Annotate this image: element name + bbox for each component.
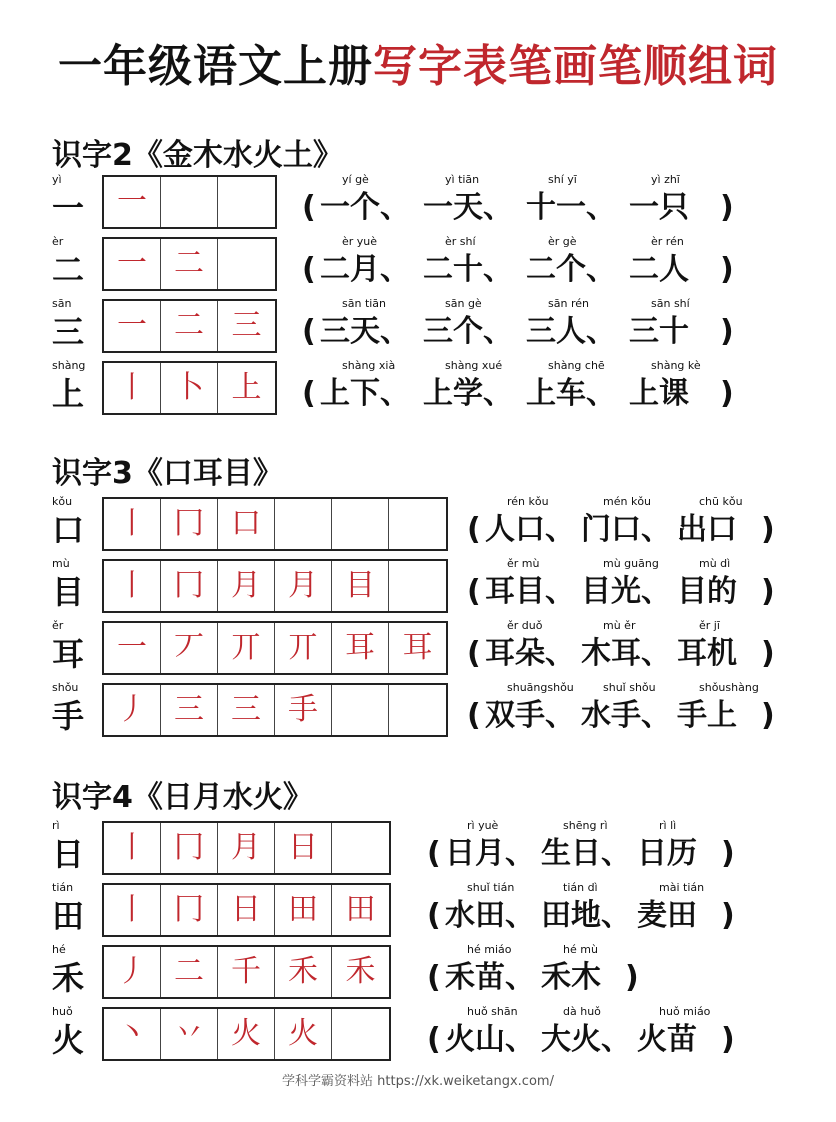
open-paren: ( [467, 636, 481, 671]
stroke-step: 冂 [174, 830, 204, 865]
stroke-step: 禾 [345, 954, 376, 989]
open-paren: ( [427, 898, 441, 933]
word-pinyin: hé miáo [467, 943, 512, 956]
stroke-step: 一 [117, 630, 147, 665]
stroke-step-cell [389, 623, 446, 673]
word-pinyin: shàng xué [445, 359, 503, 372]
char-glyph: 口 [52, 511, 85, 549]
stroke-step: 丨 [117, 892, 147, 927]
word-pinyin: sān rén [548, 297, 589, 310]
stroke-step-cell [389, 499, 446, 549]
word-text: 日月、 [445, 836, 535, 871]
character [52, 821, 92, 877]
char-row [52, 945, 812, 1001]
word-text: 上下、 [320, 376, 410, 411]
open-paren: ( [467, 512, 481, 547]
char-glyph: 一 [52, 189, 85, 227]
char-row [52, 361, 812, 417]
char-row [52, 237, 812, 293]
open-paren: ( [302, 376, 316, 411]
char-row [52, 497, 812, 553]
word-pinyin: shàng kè [651, 359, 701, 372]
stroke-step-cell [161, 1009, 218, 1059]
word-text: 目光、 [581, 574, 671, 609]
section-title: 识字4《日月水火》 [52, 780, 313, 815]
word-pinyin: èr rén [651, 235, 684, 248]
stroke-step: 丨 [117, 370, 147, 405]
stroke-step-cell [218, 823, 275, 873]
open-paren: ( [302, 190, 316, 225]
character [52, 1007, 92, 1063]
stroke-step-cell [332, 885, 389, 935]
stroke-step-cell [218, 885, 275, 935]
stroke-step-cell [104, 947, 161, 997]
close-paren: ) [761, 574, 775, 609]
stroke-step-cell [161, 885, 218, 935]
char-glyph: 上 [52, 375, 85, 413]
char-pinyin: ěr [52, 619, 64, 632]
char-pinyin: èr [52, 235, 64, 248]
stroke-step-cell [104, 301, 161, 351]
stroke-step: 上 [231, 370, 262, 405]
stroke-step: 田 [288, 892, 318, 927]
stroke-step-cell [161, 823, 218, 873]
char-glyph: 手 [52, 697, 85, 735]
word-pinyin: mén kǒu [603, 495, 652, 508]
char-glyph: 耳 [52, 635, 85, 673]
stroke-step-cell [161, 239, 218, 289]
stroke-step-cell [218, 947, 275, 997]
stroke-step: 一 [117, 246, 147, 281]
close-paren: ) [625, 960, 639, 995]
open-paren: ( [302, 314, 316, 349]
stroke-step-cell [104, 363, 161, 413]
word-pinyin: rì yuè [467, 819, 499, 832]
word-text: 上车、 [526, 376, 616, 411]
close-paren: ) [720, 190, 734, 225]
stroke-step: 一 [117, 184, 147, 219]
stroke-step-cell [332, 823, 389, 873]
word-pinyin: yí gè [342, 173, 369, 186]
stroke-step: 日 [288, 830, 318, 865]
char-row [52, 559, 812, 615]
char-row [52, 621, 812, 677]
title-black: 一年级语文上册 [58, 41, 373, 92]
stroke-step: 火 [288, 1016, 318, 1051]
stroke-step: 月 [288, 568, 318, 603]
word-pinyin: shí yī [548, 173, 577, 186]
word-pinyin: sān shí [651, 297, 690, 310]
stroke-step: 耳 [402, 630, 433, 665]
char-pinyin: yì [52, 173, 62, 186]
character [52, 683, 92, 739]
stroke-step: 三 [174, 692, 204, 727]
word-text: 水田、 [445, 898, 535, 933]
word-pinyin: shàng xià [342, 359, 396, 372]
stroke-step-cell [161, 947, 218, 997]
word-text: 田地、 [541, 898, 631, 933]
stroke-step: 火 [231, 1016, 261, 1051]
word-pinyin: hé mù [563, 943, 598, 956]
close-paren: ) [761, 636, 775, 671]
word-pinyin: mài tián [659, 881, 705, 894]
stroke-step-cell [161, 177, 218, 227]
word-text: 二人 [629, 252, 689, 287]
character [52, 883, 92, 939]
close-paren: ) [720, 252, 734, 287]
stroke-step: 耳 [345, 630, 375, 665]
stroke-step: 冂 [174, 506, 204, 541]
stroke-step-cell [389, 685, 446, 735]
close-paren: ) [720, 376, 734, 411]
character [52, 559, 92, 615]
word-text: 火山、 [445, 1022, 535, 1057]
word-pinyin: dà huǒ [563, 1005, 601, 1018]
char-glyph: 三 [52, 313, 85, 351]
stroke-step-cell [275, 947, 332, 997]
stroke-step-cell [104, 239, 161, 289]
char-glyph: 禾 [52, 959, 85, 997]
stroke-order-grid [102, 237, 277, 291]
word-pinyin: shēng rì [563, 819, 608, 832]
title-red: 写字表笔画笔顺组词 [373, 41, 778, 92]
char-pinyin: hé [52, 943, 66, 956]
word-pinyin: mù ěr [603, 619, 636, 632]
stroke-step-cell [332, 561, 389, 611]
word-pinyin: èr yuè [342, 235, 378, 248]
word-pinyin: yì zhī [651, 173, 680, 186]
stroke-order-grid [102, 1007, 391, 1061]
open-paren: ( [467, 574, 481, 609]
word-text: 耳机 [677, 636, 737, 671]
stroke-step-cell [104, 1009, 161, 1059]
stroke-step: 目 [345, 568, 375, 603]
character [52, 299, 92, 355]
word-text: 耳目、 [485, 574, 575, 609]
stroke-step: 冂 [174, 892, 204, 927]
character [52, 175, 92, 231]
word-text: 禾苗、 [445, 960, 535, 995]
word-text: 火苗 [637, 1022, 697, 1057]
stroke-step: 丨 [117, 506, 147, 541]
word-text: 禾木 [541, 960, 601, 995]
char-pinyin: sān [52, 297, 72, 310]
word-text: 二月、 [320, 252, 410, 287]
stroke-step-cell [332, 1009, 389, 1059]
stroke-order-grid [102, 299, 277, 353]
word-pinyin: rì lì [659, 819, 677, 832]
character [52, 945, 92, 1001]
word-text: 上课 [629, 376, 689, 411]
footer-watermark: 学科学霸资料站 https://xk.weiketangx.com/ [282, 1074, 554, 1089]
close-paren: ) [720, 314, 734, 349]
stroke-step-cell [104, 823, 161, 873]
stroke-step-cell [275, 885, 332, 935]
stroke-step-cell [218, 177, 275, 227]
word-text: 三十 [629, 314, 689, 349]
char-glyph: 火 [52, 1021, 85, 1059]
stroke-step-cell [218, 239, 275, 289]
open-paren: ( [427, 960, 441, 995]
stroke-step-cell [275, 561, 332, 611]
word-text: 三个、 [423, 314, 513, 349]
stroke-step-cell [161, 499, 218, 549]
char-pinyin: mù [52, 557, 70, 570]
stroke-step-cell [161, 623, 218, 673]
stroke-step-cell [332, 947, 389, 997]
stroke-step-cell [104, 685, 161, 735]
word-pinyin: mù dì [699, 557, 731, 570]
stroke-order-grid [102, 621, 448, 675]
stroke-step: 丶 [117, 1016, 147, 1051]
character [52, 621, 92, 677]
stroke-step: 丌 [231, 630, 261, 665]
word-pinyin: tián dì [563, 881, 598, 894]
stroke-step-cell [275, 623, 332, 673]
word-text: 大火、 [541, 1022, 631, 1057]
close-paren: ) [761, 512, 775, 547]
character [52, 497, 92, 553]
stroke-step: 三 [231, 692, 261, 727]
stroke-order-grid [102, 821, 391, 875]
char-pinyin: kǒu [52, 495, 73, 508]
word-text: 生日、 [541, 836, 631, 871]
stroke-step-cell [218, 685, 275, 735]
word-pinyin: huǒ shān [467, 1005, 518, 1018]
word-text: 出口 [677, 512, 737, 547]
stroke-step-cell [275, 1009, 332, 1059]
char-row [52, 683, 812, 739]
stroke-step-cell [161, 685, 218, 735]
stroke-step: 月 [231, 568, 261, 603]
word-text: 十一、 [526, 190, 616, 225]
stroke-step: 口 [231, 506, 261, 541]
stroke-order-grid [102, 683, 448, 737]
stroke-step: 丨 [117, 830, 147, 865]
stroke-step-cell [161, 363, 218, 413]
section-title: 识字3《口耳目》 [52, 456, 283, 491]
word-text: 手上 [677, 698, 737, 733]
word-pinyin: èr shí [445, 235, 476, 248]
stroke-order-grid [102, 361, 277, 415]
open-paren: ( [302, 252, 316, 287]
char-pinyin: shǒu [52, 681, 79, 694]
word-pinyin: shuǐ tián [467, 881, 515, 894]
close-paren: ) [761, 698, 775, 733]
word-pinyin: chū kǒu [699, 495, 743, 508]
stroke-step-cell [218, 623, 275, 673]
word-text: 三天、 [320, 314, 410, 349]
word-text: 上学、 [423, 376, 513, 411]
stroke-step-cell [275, 685, 332, 735]
word-pinyin: ěr jī [699, 619, 720, 632]
stroke-order-grid [102, 559, 448, 613]
open-paren: ( [467, 698, 481, 733]
page-title [0, 30, 836, 94]
char-pinyin: tián [52, 881, 74, 894]
stroke-step: 二 [174, 308, 204, 343]
close-paren: ) [721, 898, 735, 933]
char-row [52, 175, 812, 231]
char-glyph: 二 [52, 251, 85, 289]
stroke-step-cell [218, 363, 275, 413]
word-text: 人口、 [485, 512, 575, 547]
char-glyph: 日 [52, 835, 85, 873]
char-pinyin: shàng [52, 359, 86, 372]
stroke-step-cell [218, 499, 275, 549]
stroke-step: 禾 [288, 954, 318, 989]
char-glyph: 田 [52, 897, 85, 935]
stroke-step-cell [275, 823, 332, 873]
word-text: 双手、 [485, 698, 575, 733]
word-text: 耳朵、 [485, 636, 575, 671]
word-pinyin: ěr duǒ [507, 619, 543, 632]
stroke-order-grid [102, 175, 277, 229]
stroke-step: 丌 [288, 630, 318, 665]
stroke-step: 二 [174, 954, 204, 989]
stroke-step-cell [104, 499, 161, 549]
word-pinyin: shàng chē [548, 359, 605, 372]
char-pinyin: rì [52, 819, 60, 832]
stroke-step-cell [332, 685, 389, 735]
char-pinyin: huǒ [52, 1005, 73, 1018]
stroke-step-cell [161, 301, 218, 351]
word-pinyin: shǒushàng [699, 681, 759, 694]
word-pinyin: èr gè [548, 235, 577, 248]
stroke-step-cell [218, 561, 275, 611]
stroke-step: 田 [345, 892, 376, 927]
stroke-step: 卜 [174, 370, 204, 405]
stroke-step: 丷 [174, 1016, 204, 1051]
character [52, 361, 92, 417]
word-text: 三人、 [526, 314, 616, 349]
stroke-step: 月 [231, 830, 261, 865]
word-text: 水手、 [581, 698, 671, 733]
word-text: 日历 [637, 836, 697, 871]
stroke-step: 一 [117, 308, 147, 343]
stroke-step-cell [104, 561, 161, 611]
stroke-step: 二 [174, 246, 204, 281]
stroke-step-cell [218, 301, 275, 351]
stroke-step: 手 [288, 692, 318, 727]
stroke-order-grid [102, 883, 391, 937]
word-pinyin: mù guāng [603, 557, 659, 570]
close-paren: ) [721, 836, 735, 871]
stroke-step-cell [332, 623, 389, 673]
stroke-step: 冂 [174, 568, 204, 603]
word-text: 一天、 [423, 190, 513, 225]
word-text: 门口、 [581, 512, 671, 547]
char-row [52, 1007, 812, 1063]
char-row [52, 821, 812, 877]
char-row [52, 299, 812, 355]
stroke-order-grid [102, 497, 448, 551]
stroke-step-cell [275, 499, 332, 549]
stroke-order-grid [102, 945, 391, 999]
stroke-step: 千 [231, 954, 261, 989]
stroke-step-cell [218, 1009, 275, 1059]
word-pinyin: shuǐ shǒu [603, 681, 656, 694]
stroke-step: 丿 [117, 954, 147, 989]
stroke-step-cell [332, 499, 389, 549]
word-pinyin: sān gè [445, 297, 482, 310]
word-pinyin: rén kǒu [507, 495, 549, 508]
stroke-step: 丨 [117, 568, 147, 603]
stroke-step-cell [104, 177, 161, 227]
stroke-step-cell [161, 561, 218, 611]
word-pinyin: yì tiān [445, 173, 480, 186]
stroke-step: 丆 [174, 630, 204, 665]
word-text: 木耳、 [581, 636, 671, 671]
word-text: 二十、 [423, 252, 513, 287]
word-text: 一只 [629, 190, 689, 225]
close-paren: ) [721, 1022, 735, 1057]
stroke-step: 日 [231, 892, 261, 927]
stroke-step-cell [104, 623, 161, 673]
open-paren: ( [427, 1022, 441, 1057]
word-pinyin: huǒ miáo [659, 1005, 711, 1018]
word-text: 一个、 [320, 190, 410, 225]
char-glyph: 目 [52, 573, 85, 611]
word-text: 二个、 [526, 252, 616, 287]
character [52, 237, 92, 293]
word-pinyin: ěr mù [507, 557, 540, 570]
char-row [52, 883, 812, 939]
open-paren: ( [427, 836, 441, 871]
stroke-step: 三 [231, 308, 262, 343]
word-text: 目的 [677, 574, 737, 609]
word-text: 麦田 [637, 898, 697, 933]
word-pinyin: shuāngshǒu [507, 681, 574, 694]
stroke-step: 丿 [117, 692, 147, 727]
section-title: 识字2《金木水火土》 [52, 138, 343, 173]
word-pinyin: sān tiān [342, 297, 387, 310]
stroke-step-cell [104, 885, 161, 935]
stroke-step-cell [389, 561, 446, 611]
